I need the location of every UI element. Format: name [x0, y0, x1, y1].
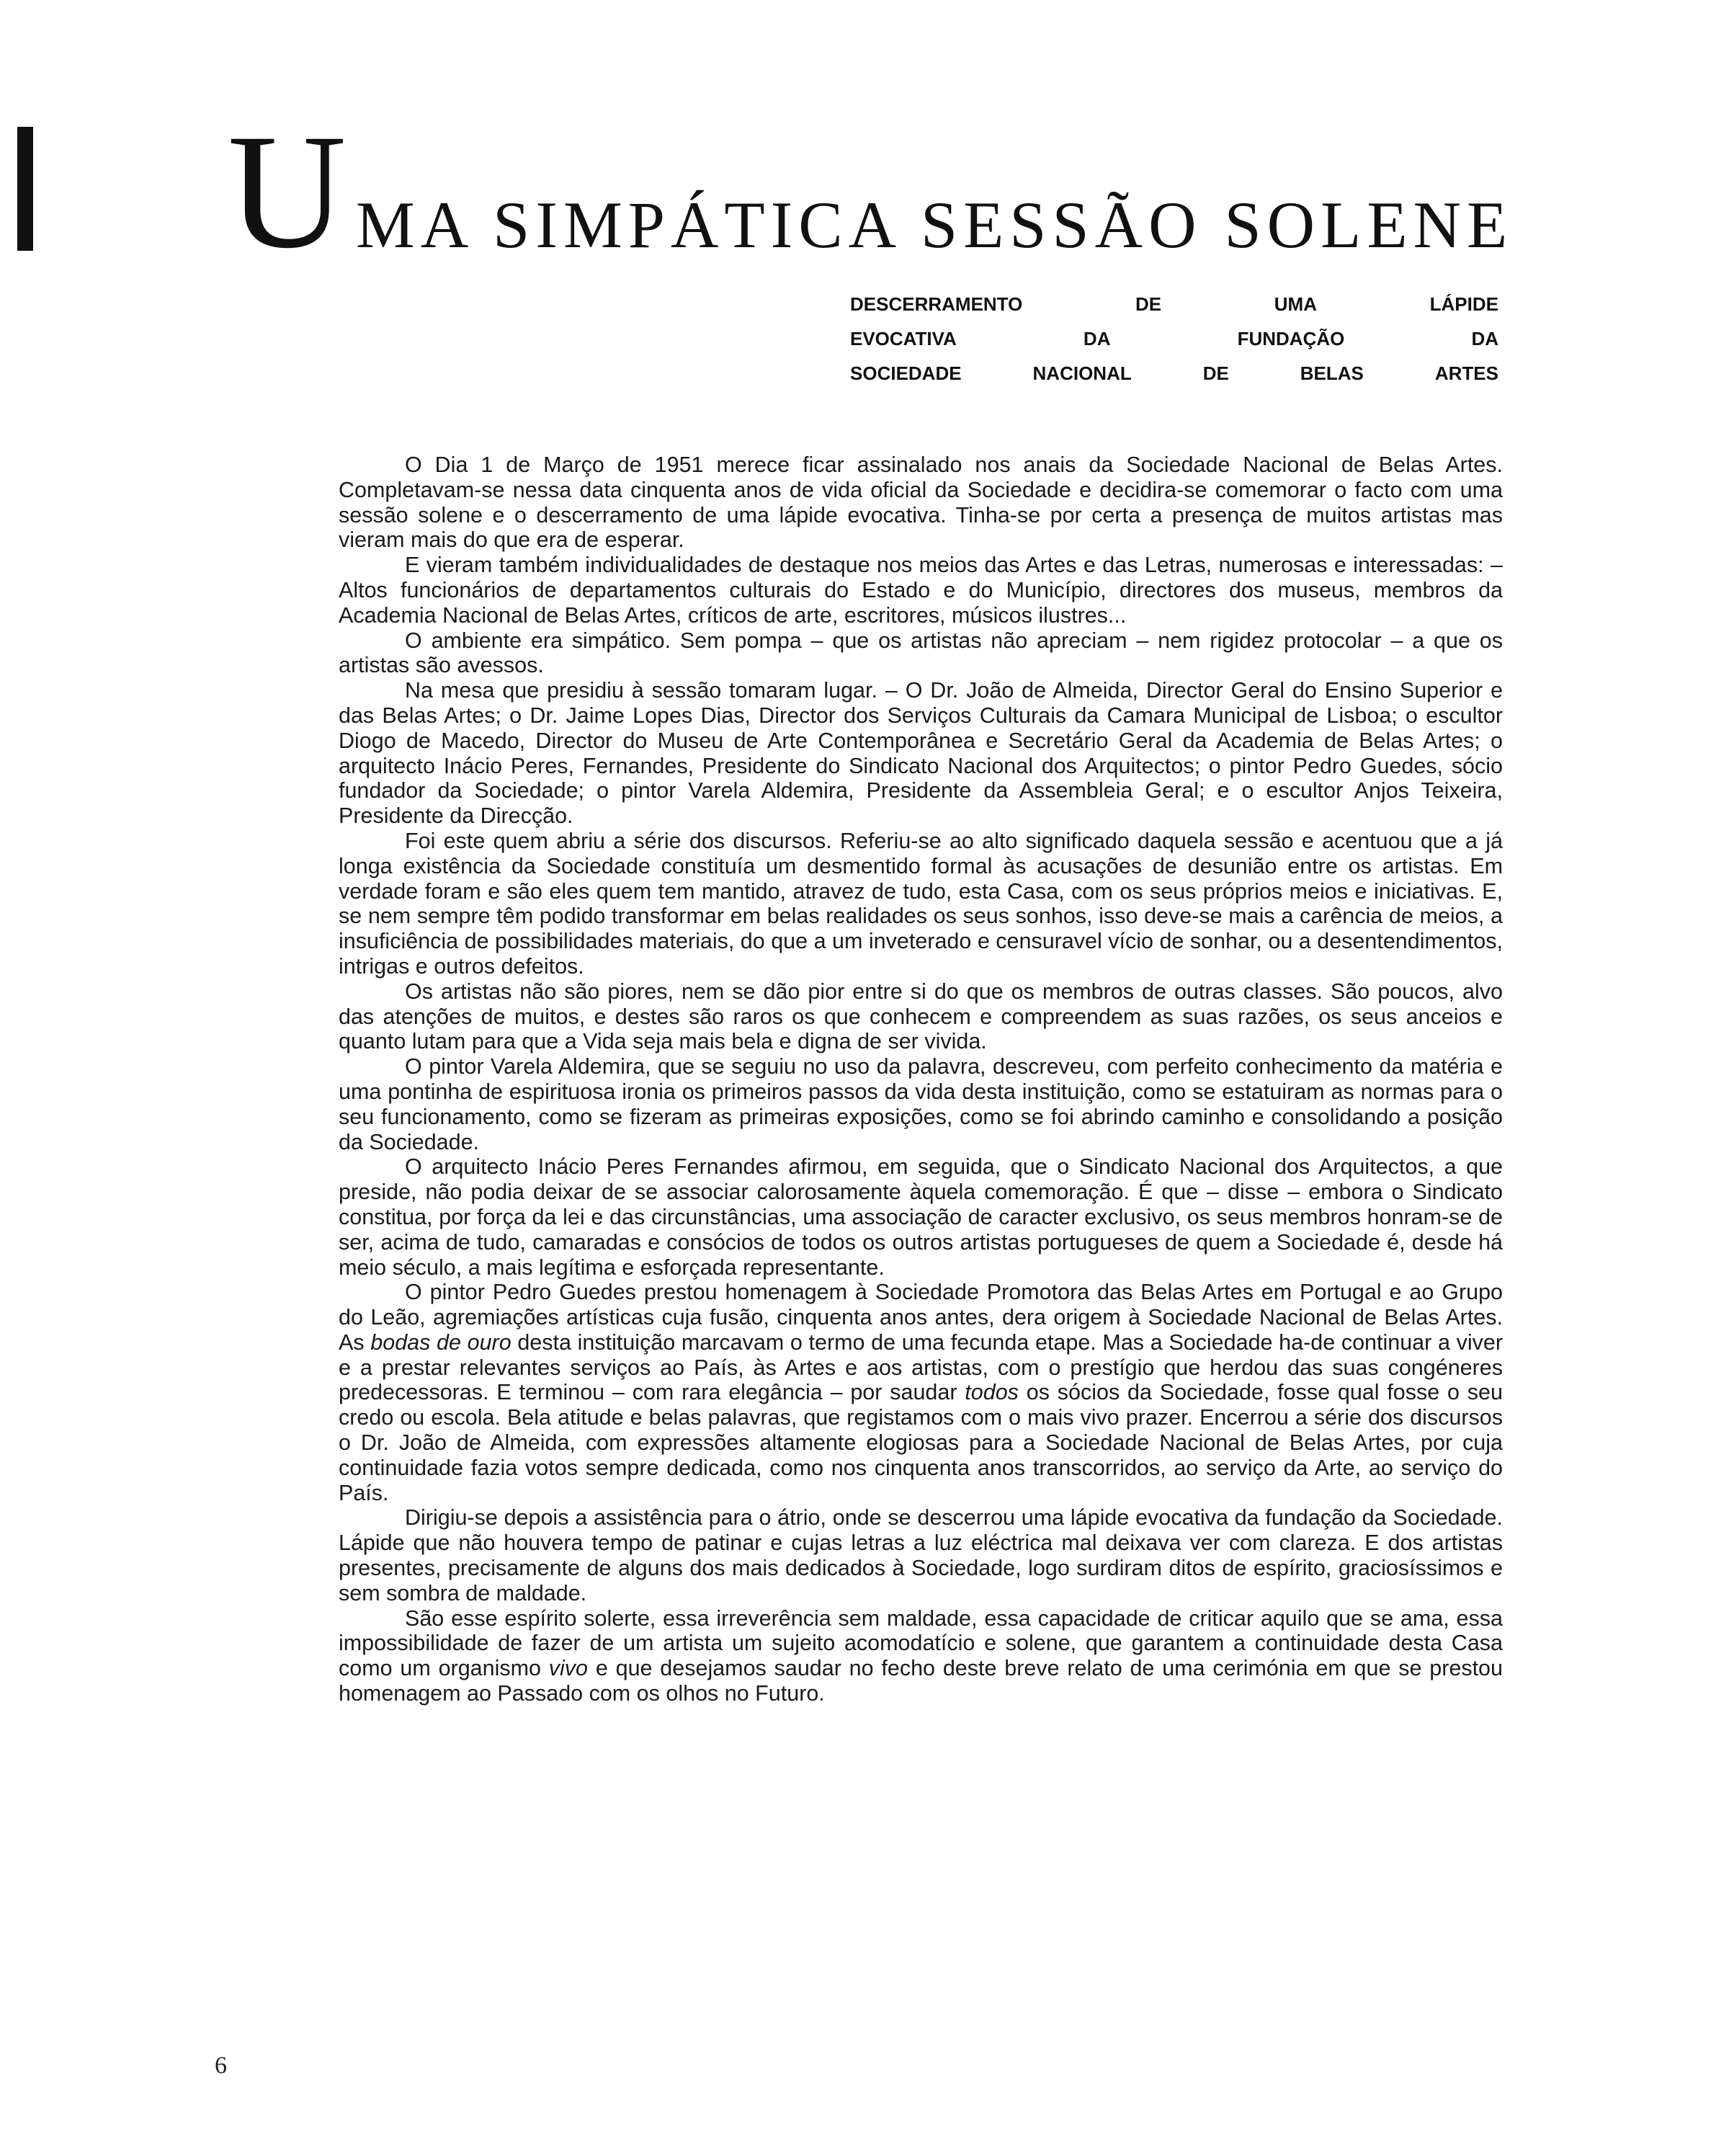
article-paragraph: O ambiente era simpático. Sem pompa – que os artistas não apreciam – nem rigidez protocolar – a que os artistas são avessos. [339, 628, 1503, 678]
subtitle-word: DESCERRAMENTO [850, 293, 1023, 315]
title-drop-initial: U [228, 101, 347, 282]
subtitle-line [850, 321, 1498, 356]
subtitle-word: DA [1083, 328, 1111, 349]
article-paragraph: Na mesa que presidiu à sessão tomaram lugar. – O Dr. João de Almeida, Director Geral do Ensino Superior e das Belas Artes; o Dr. Jaime Lopes Dias, Director dos Serviços Culturais da Camara Municipal de Lisboa; o escultor Diogo de Macedo, Director do Museu de Arte Contemporânea e Secretário Geral da Academia de Belas Artes; o arquitecto Inácio Peres, Fernandes, Presidente do Sindicato Nacional dos Arquitectos; o pintor Pedro Guedes, sócio fundador da Sociedade; o pintor Varela Aldemira, Presidente da Assembleia Geral; e o escultor Anjos Teixeira, Presidente da Direcção. [339, 678, 1503, 829]
subtitle-word: FUNDAÇÃO [1237, 328, 1345, 349]
subtitle-word: EVOCATIVA [850, 328, 957, 349]
margin-bracket-mark [17, 127, 33, 251]
paragraph-text: os sócios da Sociedade, fosse qual fosse o seu credo ou escola. Bela atitude e belas palavras, que registamos com o mais vivo prazer. Encerrou a série dos discursos o Dr. João de Almeida, com expressões altamente elogiosas para a Sociedade Nacional de Belas Artes, por cuja continuidade fazia votos sempre dedicada, como nos cinquenta anos transcorridos, ao serviço da Arte, ao serviço do País. [339, 1380, 1503, 1505]
subtitle-word: LÁPIDE [1429, 293, 1498, 315]
subtitle-word: SOCIEDADE [850, 362, 962, 384]
italic-phrase: vivo [548, 1656, 589, 1681]
subtitle-word: DE [1135, 293, 1162, 315]
article-paragraph: Os artistas não são piores, nem se dão pior entre si do que os membros de outras classes. São poucos, alvo das atenções de muitos, e destes são raros os que conhecem e compreendem as suas razões, os seus anceios e quanto lutam para que a Vida seja mais bela e digna de ser vivida. [339, 979, 1503, 1054]
subtitle-block [850, 287, 1498, 391]
subtitle-word: UMA [1274, 293, 1317, 315]
article-body [339, 453, 1503, 1706]
article-paragraph [339, 1280, 1503, 1505]
italic-phrase: todos [965, 1380, 1019, 1405]
subtitle-word: ARTES [1434, 362, 1498, 384]
subtitle-word: DE [1202, 362, 1229, 384]
article-paragraph [339, 1606, 1503, 1706]
article-paragraph: O pintor Varela Aldemira, que se seguiu no uso da palavra, descreveu, com perfeito conhecimento da matéria e uma pontinha de espirituosa ironia os primeiros passos da vida desta instituição, como se estatuiram as normas para o seu funcionamento, como se fizeram as primeiras exposições, como se foi abrindo caminho e consolidando a posição da Sociedade. [339, 1054, 1503, 1154]
article-paragraph: E vieram também individualidades de destaque nos meios das Artes e das Letras, numerosas e interessadas: – Altos funcionários de departamentos culturais do Estado e do Município, directores dos museus, membros da Academia Nacional de Belas Artes, críticos de arte, escritores, músicos ilustres... [339, 553, 1503, 628]
subtitle-word: BELAS [1300, 362, 1364, 384]
title-text: MA SIMPÁTICA SESSÃO SOLENE [356, 188, 1514, 262]
paragraph-text: desta instituição marcavam o termo de uma fecunda etape. Mas a Sociedade ha-de continuar a viver e a prestar relevantes serviços ao País, às Artes e aos artistas, com o prestígio que herdou das suas congéneres predecessoras. E terminou – com rara elegância – por saudar [339, 1329, 1503, 1405]
paragraph-text: São esse espírito solerte, essa irreverência sem maldade, essa capacidade de criticar aquilo que se ama, essa impossibilidade de fazer de um artista um sujeito acomodatício e solene, que garantem a continuidade desta Casa como um organismo [339, 1605, 1503, 1681]
article-paragraph: O Dia 1 de Março de 1951 merece ficar assinalado nos anais da Sociedade Nacional de Belas Artes. Completavam-se nessa data cinquenta anos de vida oficial da Sociedade e decidira-se comemorar o facto com uma sessão solene e o descerramento de uma lápide evocativa. Tinha-se por certa a presença de muitos artistas mas vieram mais do que era de esperar. [339, 453, 1503, 553]
article-paragraph: O arquitecto Inácio Peres Fernandes afirmou, em seguida, que o Sindicato Nacional dos Arquitectos, a que preside, não podia deixar de se associar calorosamente àquela comemoração. É que – disse – embora o Sindicato constitua, por força da lei e das circunstâncias, uma associação de caracter exclusivo, os seus membros honram-se de ser, acima de tudo, camaradas e consócios de todos os outros artistas portugueses de quem a Sociedade é, desde há meio século, a mais legítima e esforçada representante. [339, 1154, 1503, 1280]
paragraph-text: e que desejamos saudar no fecho deste breve relato de uma cerimónia em que se prestou homenagem ao Passado com os olhos no Futuro. [339, 1656, 1503, 1706]
subtitle-word: NACIONAL [1032, 362, 1132, 384]
paragraph-text: O pintor Pedro Guedes prestou homenagem à Sociedade Promotora das Belas Artes em Portugal e ao Grupo do Leão, agremiações artísticas cuja fusão, cinquenta anos antes, dera origem à Sociedade Nacional de Belas Artes. As [339, 1280, 1503, 1355]
page-number: 6 [215, 2052, 227, 2079]
subtitle-word: DA [1471, 328, 1498, 349]
italic-phrase: bodas de ouro [370, 1329, 511, 1355]
article-paragraph: Dirigiu-se depois a assistência para o átrio, onde se descerrou uma lápide evocativa da fundação da Sociedade. Lápide que não houvera tempo de patinar e cujas letras a luz eléctrica mal deixava ver com clareza. E dos artistas presentes, precisamente de alguns dos mais dedicados à Sociedade, logo surdiram ditos de espírito, graciosíssimos e sem sombra de maldade. [339, 1505, 1503, 1605]
subtitle-line [850, 356, 1498, 391]
page-title [228, 101, 1514, 282]
article-paragraph: Foi este quem abriu a série dos discursos. Referiu-se ao alto significado daquela sessão e acentuou que a já longa existência da Sociedade constituía um desmentido formal às acusações de desunião entre os artistas. Em verdade foram e são eles quem tem mantido, atravez de tudo, esta Casa, com os seus próprios meios e iniciativas. E, se nem sempre têm podido transformar em belas realidades os seus sonhos, isso deve-se mais a carência de meios, a insuficiência de possibilidades materiais, do que a um inveterado e censuravel vício de sonhar, ou a desentendimentos, intrigas e outros defeitos. [339, 828, 1503, 979]
subtitle-line [850, 287, 1498, 321]
